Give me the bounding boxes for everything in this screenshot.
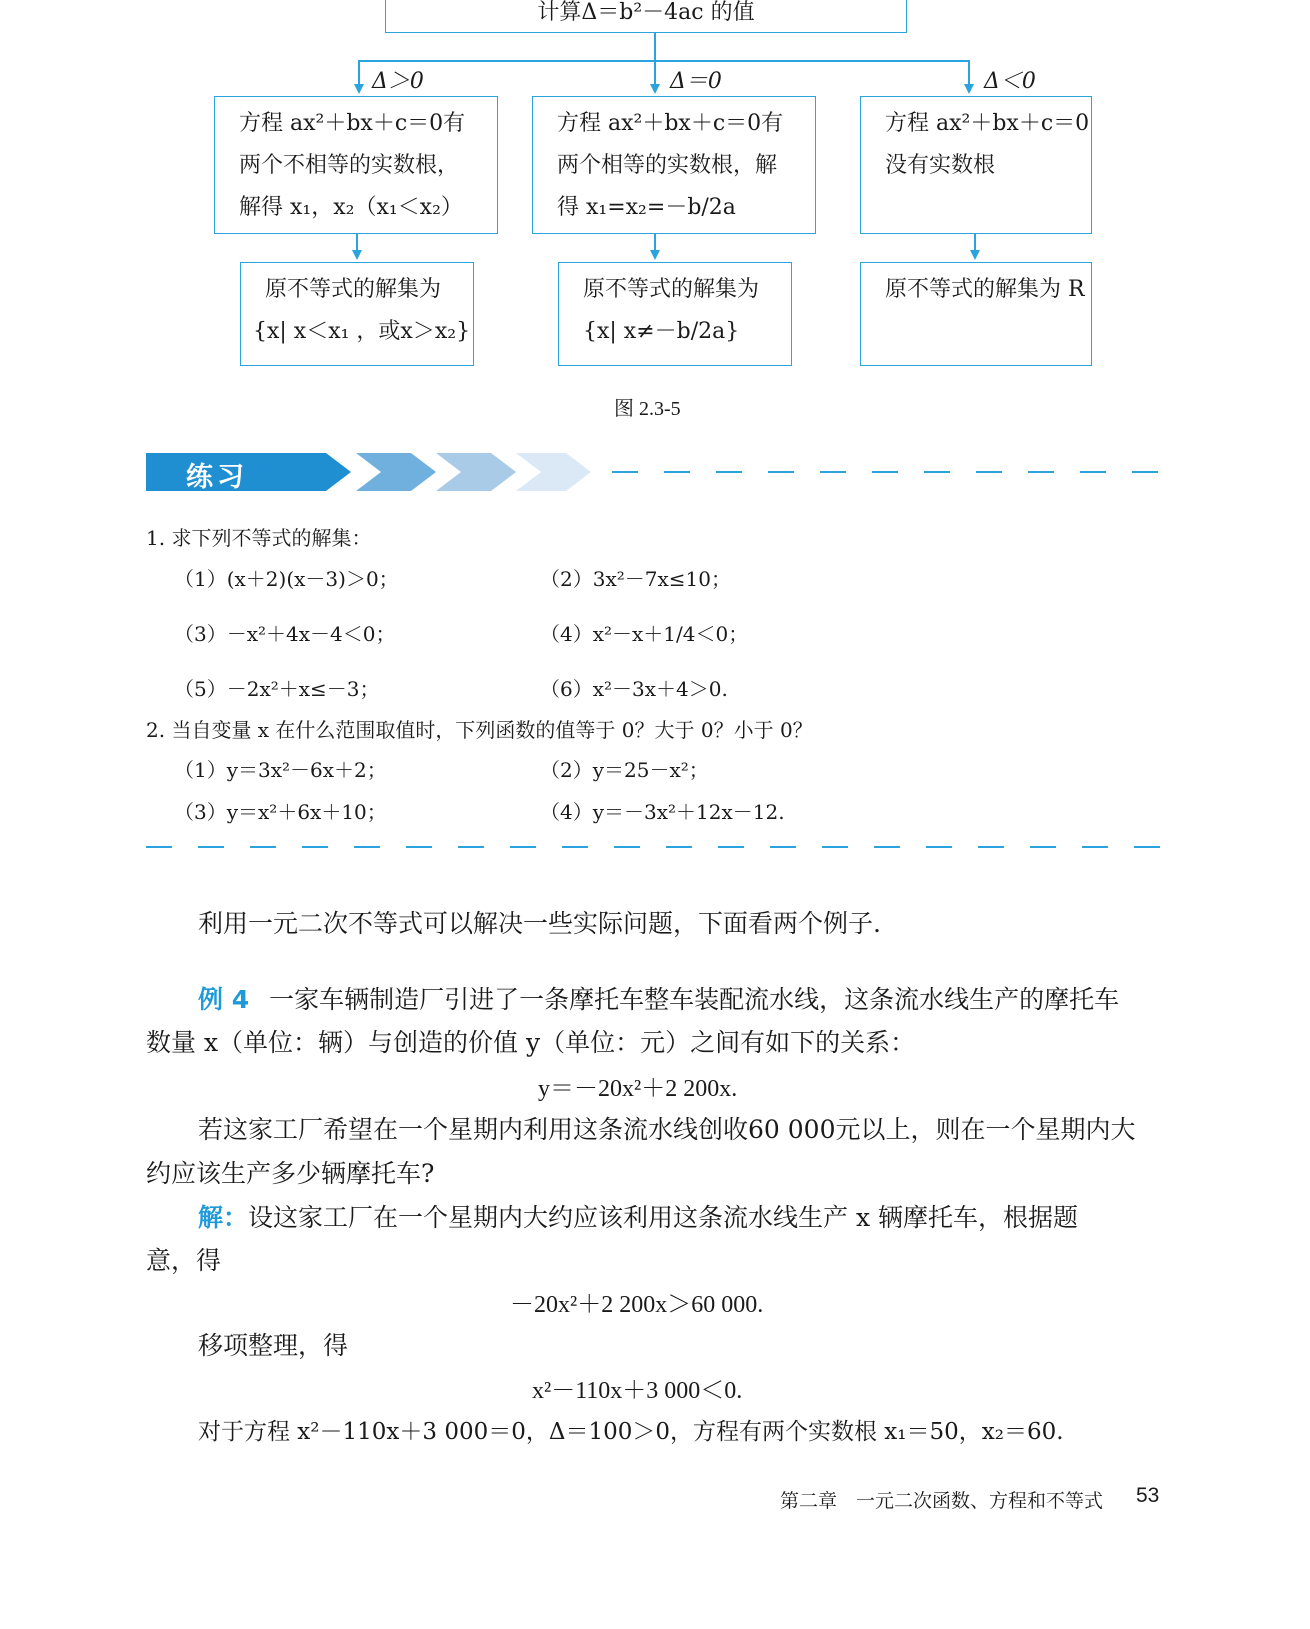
arrow-negative-down: [970, 250, 980, 260]
last-line: 对于方程 x²－110x＋3 000＝0，Δ＝100＞0，方程有两个实数根 x₁＝50，x₂＝60.: [198, 1419, 1064, 1445]
case-positive-box: [214, 96, 498, 234]
solution-line1: [198, 1198, 1078, 1234]
connector-top-vertical: [654, 33, 656, 61]
case-zero-line3: 得 x₁=x₂=－b/2a: [557, 195, 736, 220]
q1-item-6: （6）x²－3x＋4＞0.: [540, 677, 728, 701]
solution-label: 解：: [198, 1203, 249, 1232]
solution-line2: 意，得: [146, 1246, 222, 1275]
top-box-text: 计算Δ＝b²－4ac 的值: [537, 0, 755, 25]
question-1: 1. 求下列不等式的解集：: [146, 526, 372, 550]
case-zero-box: [532, 96, 816, 234]
step-text: 移项整理，得: [198, 1331, 349, 1360]
footer-chapter: 第二章 一元二次函数、方程和不等式: [780, 1490, 1104, 1512]
equation-1: y＝－20x²＋2 200x.: [538, 1076, 738, 1102]
case-positive-line2: 两个不相等的实数根，: [239, 153, 460, 178]
solution-zero-box: [558, 262, 792, 366]
arrow-left: [354, 84, 364, 94]
example-text-1: 一家车辆制造厂引进了一条摩托车整车装配流水线，这条流水线生产的摩托车: [269, 985, 1120, 1014]
top-box: [385, 0, 907, 33]
case-negative-box: [860, 96, 1092, 234]
solution-positive-line2: {x| x＜x₁ ，或x＞x₂}: [253, 319, 471, 344]
solution-zero-line2: {x| x≠－b/2a}: [583, 319, 740, 344]
condition-negative: Δ＜0: [984, 69, 1036, 94]
q1-item-2: （2）3x²－7x≤10；: [540, 567, 731, 591]
q1-item-3: （3）－x²＋4x－4＜0；: [174, 622, 396, 646]
q1-item-4: （4）x²－x＋1/4＜0；: [540, 622, 749, 646]
q1-item-1: （1）(x＋2)(x－3)＞0；: [174, 567, 399, 591]
arrow-positive-down: [352, 250, 362, 260]
practice-end-dashed-line: [146, 846, 1162, 848]
arrow-zero-down: [650, 250, 660, 260]
intro-paragraph: 利用一元二次不等式可以解决一些实际问题，下面看两个例子.: [198, 909, 881, 938]
connector-right-down: [968, 60, 970, 84]
case-zero-line2: 两个相等的实数根，解: [557, 153, 778, 178]
solution-positive-line1: 原不等式的解集为: [265, 277, 442, 302]
example-4-line2: 数量 x（单位：辆）与创造的价值 y（单位：元）之间有如下的关系：: [146, 1028, 916, 1057]
equation-2: －20x²＋2 200x＞60 000.: [510, 1292, 764, 1318]
arrow-middle: [650, 84, 660, 94]
case-positive-line1: 方程 ax²＋bx＋c＝0有: [239, 111, 466, 136]
q2-item-2: （2）y＝25－x²；: [540, 758, 709, 782]
solution-zero-line1: 原不等式的解集为: [583, 277, 760, 302]
solution-positive-box: [240, 262, 474, 366]
q2-item-1: （1）y＝3x²－6x＋2；: [174, 758, 387, 782]
practice-banner: [146, 453, 596, 491]
question-line2: 约应该生产多少辆摩托车?: [146, 1159, 435, 1188]
solution-text-1: 设这家工厂在一个星期内大约应该利用这条流水线生产 x 辆摩托车，根据题: [248, 1203, 1079, 1232]
equation-3: x²－110x＋3 000＜0.: [532, 1378, 743, 1404]
question-2: 2. 当自变量 x 在什么范围取值时，下列函数的值等于 0？大于 0？小于 0？: [146, 718, 813, 742]
example-4-line1: [198, 980, 1119, 1016]
practice-label: 练习: [186, 462, 248, 493]
solution-negative-line1: 原不等式的解集为 R: [885, 277, 1085, 302]
question-line1: 若这家工厂希望在一个星期内利用这条流水线创收60 000元以上，则在一个星期内大: [198, 1115, 1136, 1144]
connector-left-down: [358, 60, 360, 84]
q2-item-4: （4）y＝－3x²＋12x－12.: [540, 800, 785, 824]
case-negative-line1: 方程 ax²＋bx＋c＝0: [885, 111, 1090, 136]
q2-item-3: （3）y＝x²＋6x＋10；: [174, 800, 387, 824]
arrow-right: [964, 84, 974, 94]
condition-zero: Δ＝0: [670, 69, 722, 94]
footer-page-number: 53: [1136, 1484, 1160, 1507]
q1-item-5: （5）－2x²＋x≤－3；: [174, 677, 380, 701]
case-positive-line3: 解得 x₁，x₂（x₁＜x₂）: [239, 195, 463, 220]
connector-middle-down: [654, 60, 656, 84]
example-label: 例 4: [198, 985, 250, 1014]
figure-caption: 图 2.3-5: [614, 398, 681, 420]
condition-positive: Δ＞0: [372, 69, 424, 94]
banner-dashed-line: [612, 471, 1162, 473]
case-zero-line1: 方程 ax²＋bx＋c＝0有: [557, 111, 784, 136]
case-negative-line2: 没有实数根: [885, 153, 996, 178]
connector-horizontal: [358, 60, 970, 62]
solution-negative-box: [860, 262, 1092, 366]
